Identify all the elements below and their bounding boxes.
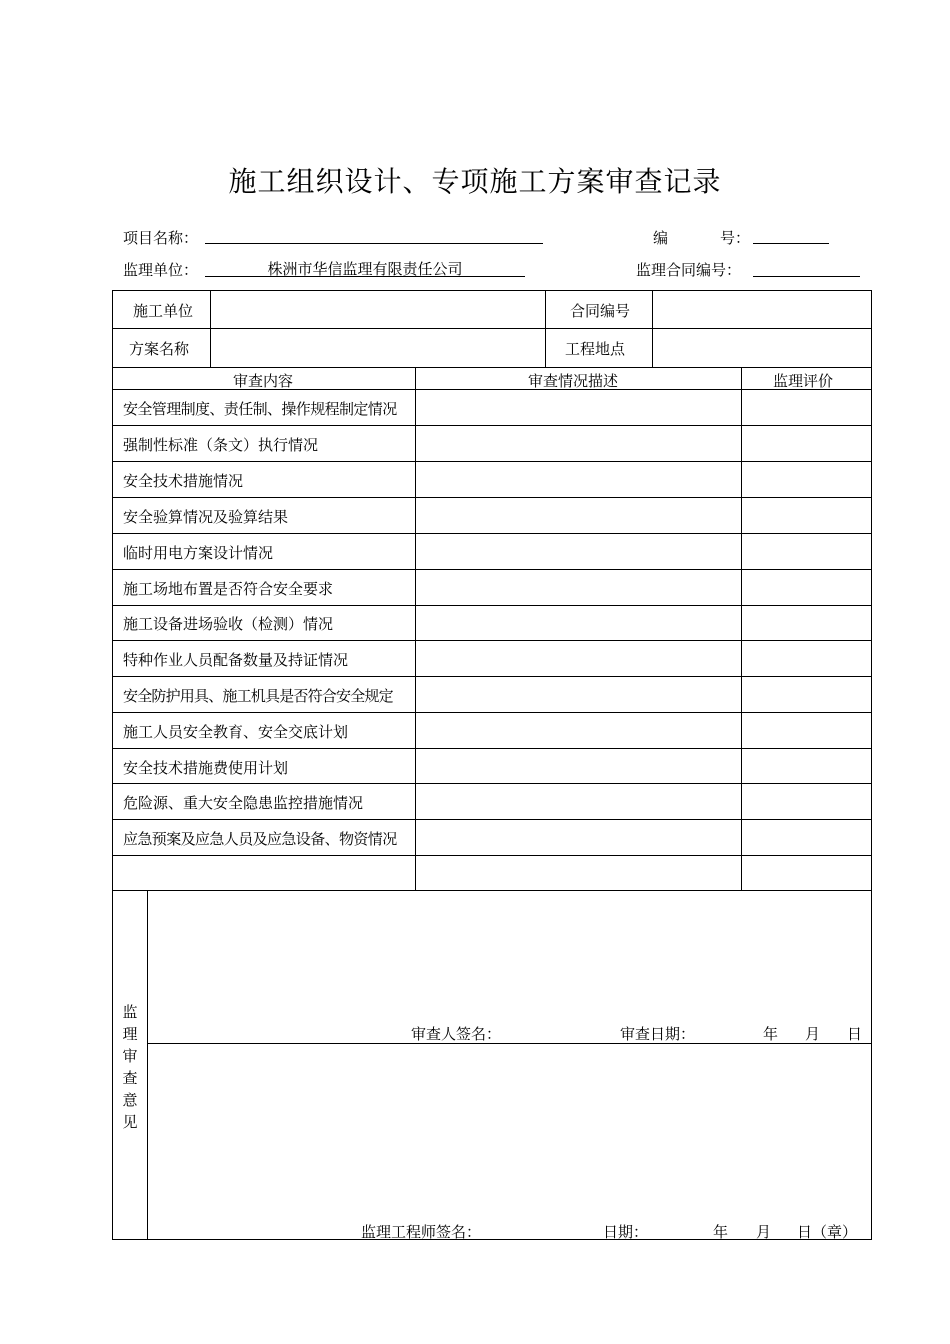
review-item-label: 临时用电方案设计情况 (123, 544, 274, 562)
grid-line (741, 368, 742, 891)
grid-line (113, 497, 871, 498)
day-label: 日 (847, 1025, 863, 1043)
engineer-opinion-area[interactable] (148, 1044, 871, 1224)
grid-line (113, 367, 871, 368)
grid-line (113, 533, 871, 534)
construction-unit-label: 施工单位 (133, 302, 194, 320)
month-label: 月 (805, 1025, 821, 1043)
project-name-field[interactable] (205, 225, 543, 244)
contract-number-field[interactable] (753, 258, 860, 277)
grid-line (113, 569, 871, 570)
grid-line (113, 783, 871, 784)
contract-code-label: 合同编号 (570, 302, 631, 320)
review-date-label: 审查日期： (620, 1025, 696, 1043)
review-item-label: 安全技术措施费使用计划 (123, 759, 289, 777)
column-header-evaluation: 监理评价 (773, 372, 834, 390)
review-item-label: 安全管理制度、责任制、操作规程制定情况 (123, 400, 397, 418)
plan-name-label: 方案名称 (129, 340, 190, 358)
engineer-signature-label: 监理工程师签名： (361, 1223, 482, 1241)
date-label: 日期： (603, 1223, 649, 1241)
number-field[interactable] (753, 225, 829, 244)
grid-line (113, 676, 871, 677)
review-form-table (112, 290, 872, 1240)
review-item-label: 安全验算情况及验算结果 (123, 508, 289, 526)
project-name-label: 项目名称： (123, 229, 199, 247)
grid-line (113, 819, 871, 820)
reviewer-signature-label: 审查人签名： (411, 1025, 502, 1043)
construction-unit-field[interactable] (211, 292, 545, 328)
year-label: 年 (763, 1025, 779, 1043)
year-label: 年 (713, 1223, 729, 1241)
supervisor-unit-field[interactable]: 株洲市华信监理有限责任公司 (205, 258, 525, 277)
day-seal-label: 日（章） (797, 1223, 858, 1241)
contract-code-field[interactable] (653, 292, 871, 328)
contract-number-label: 监理合同编号： (636, 261, 742, 279)
grid-line (113, 425, 871, 426)
review-item-label: 强制性标准（条文）执行情况 (123, 436, 319, 454)
grid-line (113, 640, 871, 641)
grid-line (113, 605, 871, 606)
review-item-label: 安全技术措施情况 (123, 472, 244, 490)
plan-name-field[interactable] (211, 329, 545, 367)
number-label-part2: 号： (720, 229, 751, 247)
grid-line (113, 855, 871, 856)
column-header-content: 审查内容 (233, 372, 294, 390)
review-item-label: 应急预案及应急人员及应急设备、物资情况 (123, 830, 397, 848)
column-header-description: 审查情况描述 (528, 372, 619, 390)
project-site-field[interactable] (653, 329, 871, 367)
number-label-part1: 编 (653, 229, 669, 247)
grid-line (113, 389, 871, 390)
page-title: 施工组织设计、专项施工方案审查记录 (228, 165, 722, 198)
review-item-label: 危险源、重大安全隐患监控措施情况 (123, 794, 364, 812)
grid-line (113, 461, 871, 462)
review-item-label: 特种作业人员配备数量及持证情况 (123, 651, 349, 669)
grid-line (415, 368, 416, 891)
review-item-label: 施工设备进场验收（检测）情况 (123, 615, 334, 633)
grid-line (113, 712, 871, 713)
grid-line (113, 748, 871, 749)
grid-line (113, 890, 871, 891)
supervisor-unit-label: 监理单位： (123, 261, 199, 279)
review-opinion-area[interactable] (148, 892, 871, 1042)
review-item-label: 施工人员安全教育、安全交底计划 (123, 723, 349, 741)
grid-line (545, 291, 546, 368)
review-item-label: 安全防护用具、施工机具是否符合安全规定 (123, 687, 393, 705)
review-item-label: 施工场地布置是否符合安全要求 (123, 580, 334, 598)
project-site-label: 工程地点 (565, 340, 626, 358)
supervision-opinion-label: 监理审查意见 (122, 1003, 138, 1131)
month-label: 月 (756, 1223, 772, 1241)
